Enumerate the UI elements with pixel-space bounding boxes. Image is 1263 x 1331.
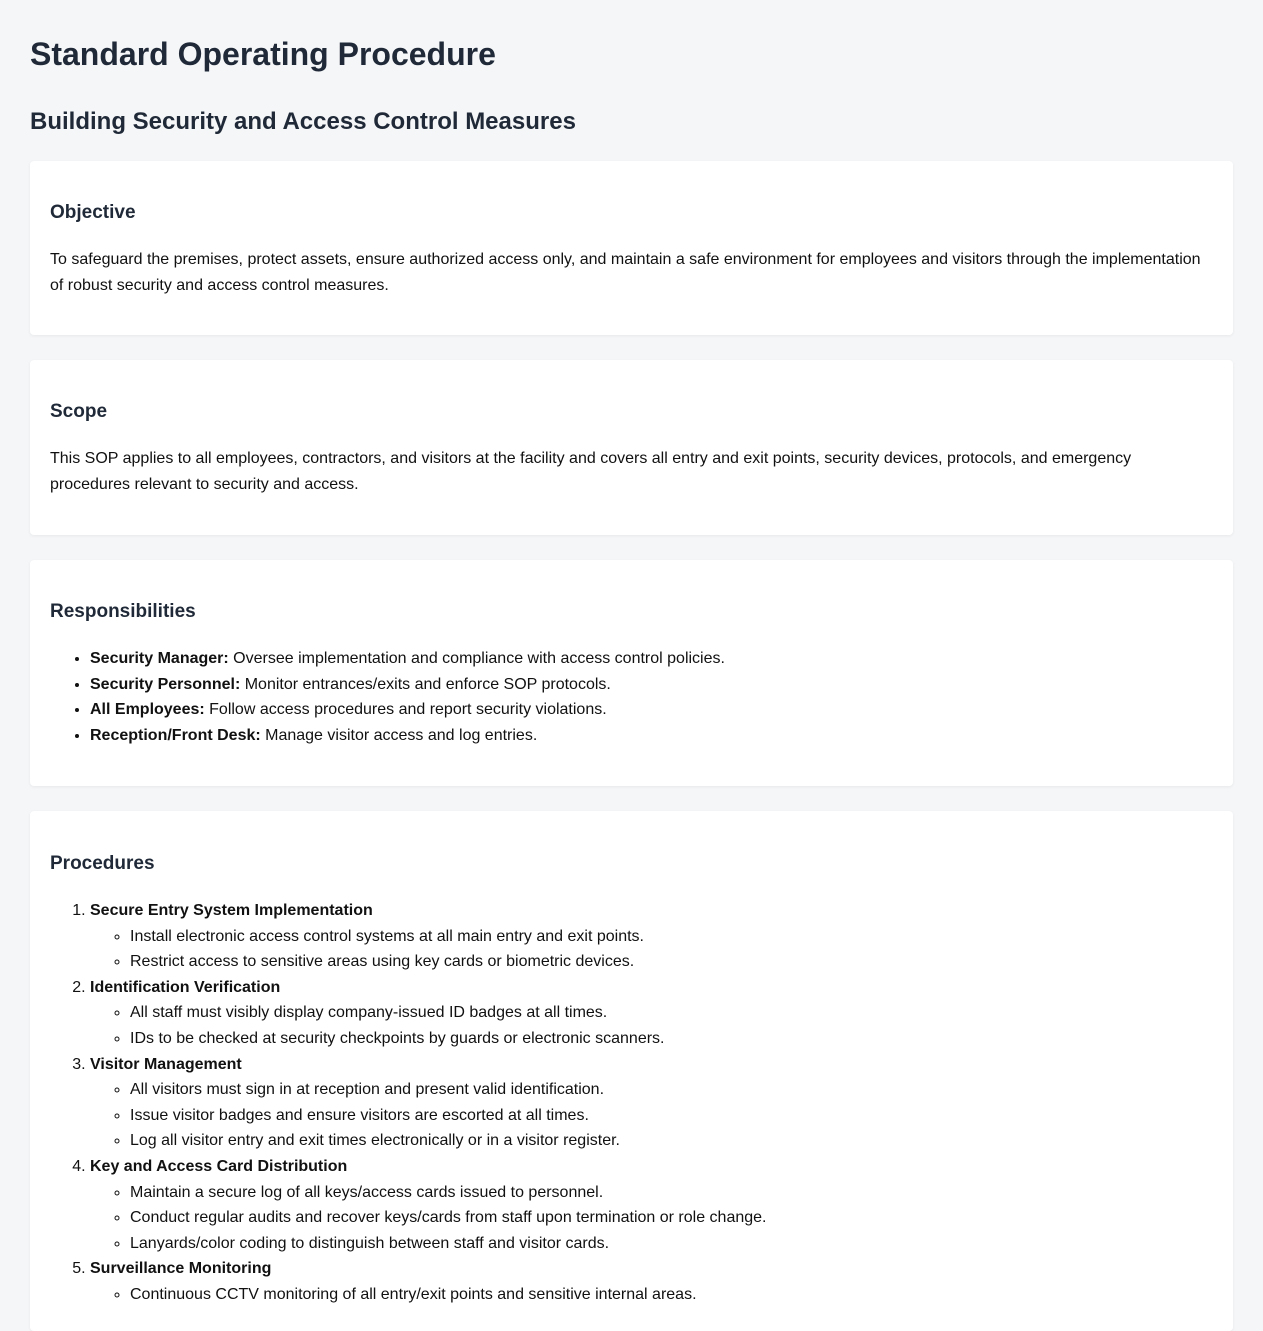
list-item: ◦ All staff must visibly display company-issued ID badges at all times. [130, 1000, 1213, 1026]
procedure-step-title: Identification Verification [90, 978, 281, 996]
list-item: ◦ All visitors must sign in at reception and present valid identification. [130, 1077, 1213, 1103]
procedures-list [50, 898, 1213, 1308]
procedures-heading: Procedures [50, 853, 155, 874]
scope-heading: Scope [50, 401, 108, 422]
list-item: ◦ IDs to be checked at security checkpoints by guards or electronic scanners. [130, 1026, 1213, 1052]
list-item: ◦ Restrict access to sensitive areas using key cards or biometric devices. [130, 949, 1213, 975]
procedure-step [90, 1154, 1213, 1256]
role-description: Oversee implementation and compliance with access control policies. [228, 650, 725, 667]
procedure-step [90, 898, 1213, 975]
list-item: ◦ Lanyards/color coding to distinguish between staff and visitor cards. [130, 1231, 1213, 1257]
responsibilities-list [50, 646, 1213, 748]
procedure-substeps [90, 1000, 1213, 1051]
responsibilities-heading: Responsibilities [50, 601, 196, 622]
list-item: ◦ Issue visitor badges and ensure visitors are escorted at all times. [130, 1103, 1213, 1129]
procedure-step [90, 975, 1213, 1052]
procedure-substeps [90, 1180, 1213, 1257]
page-subtitle: Building Security and Access Control Measures [30, 108, 576, 135]
list-item: ◦ Maintain a secure log of all keys/access cards issued to personnel. [130, 1180, 1213, 1206]
role-label: Reception/Front Desk: [90, 726, 261, 744]
role-label: All Employees: [90, 701, 205, 719]
scope-section [30, 360, 1233, 535]
role-description: Manage visitor access and log entries. [260, 726, 538, 744]
list-item [90, 646, 1213, 672]
list-item: ◦ Continuous CCTV monitoring of all entry/exit points and sensitive internal areas. [130, 1282, 1213, 1308]
role-label: Security Manager: [90, 650, 229, 667]
list-item: ◦ Install electronic access control systems at all main entry and exit points. [130, 924, 1213, 950]
role-label: Security Personnel: [90, 675, 241, 693]
list-item [90, 672, 1213, 698]
page-title: Standard Operating Procedure [30, 36, 496, 72]
role-description: Follow access procedures and report security violations. [204, 701, 607, 719]
procedure-substeps [90, 1077, 1213, 1154]
procedure-step-title: Key and Access Card Distribution [90, 1157, 348, 1175]
objective-section [30, 161, 1233, 335]
objective-text: To safeguard the premises, protect assets, ensure authorized access only, and maintain a safe environment for employees and visitors through the implementation of robust security and access control measures. [50, 251, 1201, 294]
role-description: Monitor entrances/exits and enforce SOP protocols. [240, 675, 611, 693]
procedure-step-title: Surveillance Monitoring [90, 1260, 272, 1278]
list-item: ◦ Conduct regular audits and recover keys/cards from staff upon termination or role change. [130, 1205, 1213, 1231]
procedure-step-title: Visitor Management [90, 1055, 242, 1073]
procedure-substeps [90, 924, 1213, 975]
list-item: ◦ Log all visitor entry and exit times electronically or in a visitor register. [130, 1128, 1213, 1154]
responsibilities-section [30, 560, 1233, 786]
procedures-section [30, 811, 1233, 1331]
procedure-step [90, 1256, 1213, 1307]
scope-text: This SOP applies to all employees, contractors, and visitors at the facility and covers all entry and exit points, security devices, protocols, and emergency procedures relevant to security and access. [50, 450, 1132, 493]
document-page [0, 0, 1263, 135]
objective-heading: Objective [50, 202, 136, 223]
list-item [90, 697, 1213, 723]
procedure-substeps [90, 1282, 1213, 1308]
procedure-step-title: Secure Entry System Implementation [90, 902, 373, 919]
procedure-step [90, 1052, 1213, 1154]
list-item [90, 723, 1213, 749]
